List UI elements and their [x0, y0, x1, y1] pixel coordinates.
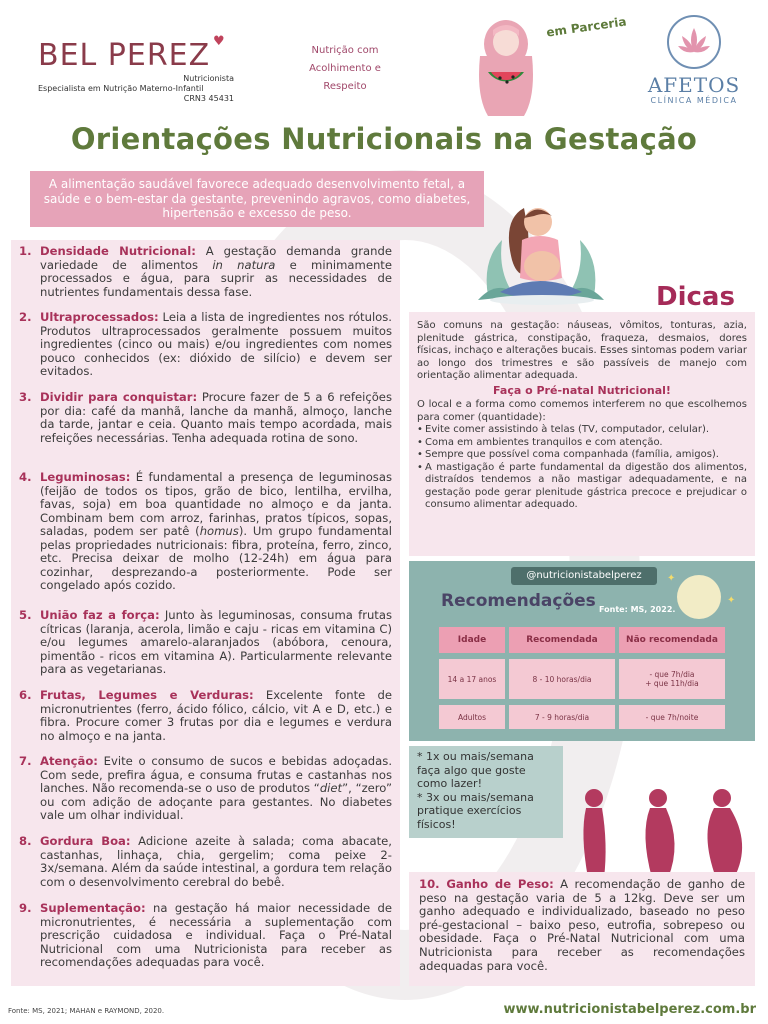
table-cell-line: + que 11h/dia — [645, 679, 699, 688]
item-heading: Atenção: — [40, 754, 98, 768]
guideline-item — [19, 311, 392, 379]
item-text: Adicione azeite à salada; coma abacate, castanhas, linhaça, chia, gergelim; coma peixe 2-3x/semana. Além da saúde intestinal, a gordura tem relação com o desenvolvimento cerebral do bebê. — [40, 834, 392, 889]
motto: Nutrição com Acolhimento e Respeito — [309, 45, 381, 92]
tips-paragraph: São comuns na gestação: náuseas, vômitos, tonturas, azia, plenitude gástrica, constipação, fraqueza, desmaios, dores físicas, inchaço e alterações bucais. Esses sintomas podem variar ao longo dos trimestres e são passíveis de manejo com orientação alimentar adequada. — [417, 320, 747, 381]
item-text: ). Um grupo fundamental pelas propriedades nutricionais: fibra, proteína, ferro, zinco, etc. Precisa deixar de molho (12-24h) em água para cozinhar, desprezando-a posteriormente. Pode ser congelado após cozido. — [40, 524, 392, 592]
table-cell: 8 - 10 horas/dia — [509, 659, 615, 699]
table-cell: - que 7h/noite — [619, 705, 725, 729]
list-item: • A mastigação é parte fundamental da digestão dos alimentos, distraídos tendemos a não mastigar adequadamente, e na gestação pode gerar plenitude gástrica precoce e prejudicar o consumo alimentar adequado. — [417, 462, 747, 512]
brand-subtitle — [38, 74, 234, 104]
item-heading: 10. Ganho de Peso: — [419, 877, 554, 891]
tips-paragraph: O local e a forma como comemos interferem no que escolhemos para comer (quantidade): — [417, 399, 747, 423]
footer-source: Fonte: MS, 2021; MAHAN e RAYMOND, 2020. — [8, 1007, 165, 1015]
intro-banner: A alimentação saudável favorece adequado desenvolvimento fetal, a saúde e o bem-estar da gestante, prevenindo agravos, como diabetes, hipertensão e excesso de peso. — [30, 171, 484, 227]
list-item: • Coma em ambientes tranquilos e com atenção. — [417, 437, 747, 450]
tips-list — [417, 424, 747, 512]
guideline-item — [19, 391, 392, 445]
guideline-item — [19, 609, 392, 677]
brand-logo — [38, 34, 234, 104]
recommendations-table — [439, 627, 725, 735]
social-handle: @nutricionistabelperez — [511, 567, 657, 585]
item-heading: Ultraprocessados: — [40, 310, 159, 324]
table-header-cell: Não recomendada — [619, 627, 725, 653]
item-text: Procure fazer de 5 a 6 refeições por dia: café da manhã, lanche da manhã, almoço, lanche da tarde, jantar e ceia. Quanto mais tempo acordada, mais refeições necessárias. Tenha adequada rotina de sono. — [40, 390, 392, 445]
item-text: Excelente fonte de micronutrientes (ferro, ácido fólico, cálcio, vit A e D, etc.) e fibra. Procure comer 3 frutas por dia e legumes e verdura no almoço e na janta. — [40, 688, 392, 743]
item-text: Junto às leguminosas, consuma frutas cítricas (laranja, acerola, limão e caju - ricas em vitamina C) e/ou legumes amarelo-alaranjados (abóbora, cenoura, pimentão - ricos em vitamina A). Particularmente relevante para as vegetarianas. — [40, 608, 392, 676]
page-title: Orientações Nutricionais na Gestação — [70, 122, 698, 156]
item-emphasis: homus — [199, 524, 239, 538]
brand-crn: CRN3 45431 — [183, 94, 234, 103]
afetos-lotus-logo — [666, 14, 722, 70]
pregnant-yoga-illustration — [478, 200, 604, 308]
brand-role: Nutricionista — [183, 74, 234, 83]
afetos-logo — [640, 14, 748, 105]
recommendations-title: Recomendações — [441, 591, 596, 611]
item-heading: Frutas, Legumes e Verduras: — [40, 688, 254, 702]
list-item: • Evite comer assistindo à telas (TV, computador, celular). — [417, 424, 747, 437]
pregnancy-silhouettes — [570, 784, 760, 878]
item-text: Evite o consumo de sucos e bebidas adoçadas. Com sede, prefira água, e consuma frutas e castanhas nos lanches. Não recomenda-se o uso de produtos “ — [40, 754, 392, 795]
note-line: * 1x ou mais/semana faça algo que goste como lazer! — [417, 750, 534, 790]
guideline-item — [19, 902, 392, 970]
moon-icon — [677, 575, 721, 619]
brand-specialty: Especialista em Nutrição Materno-Infantil — [38, 84, 204, 93]
table-header-cell: Idade — [439, 627, 505, 653]
item-emphasis: diet — [319, 781, 343, 795]
tips-panel — [409, 312, 755, 556]
guideline-item — [19, 245, 392, 299]
table-cell: 14 a 17 anos — [439, 659, 505, 699]
table-row — [439, 659, 725, 699]
item-number: 5. — [19, 608, 32, 622]
table-header-cell: Recomendada — [509, 627, 615, 653]
item-heading: Gordura Boa: — [40, 834, 131, 848]
star-icon: ✦ — [667, 573, 676, 584]
item-text: e minimamente processados e água, para suprir as necessidades de nutrientes fundamentais dessa fase. — [40, 257, 392, 299]
tips-heading: Dicas — [656, 282, 735, 312]
item-number: 6. — [19, 688, 32, 702]
website-link[interactable]: www.nutricionistabelperez.com.br — [503, 1002, 756, 1017]
guideline-item — [19, 689, 392, 743]
item-number: 9. — [19, 901, 32, 915]
exercise-note — [409, 746, 563, 838]
tips-cta: Faça o Pré-natal Nutricional! — [493, 383, 671, 397]
sleep-recommendations-card — [409, 561, 755, 741]
table-cell — [619, 659, 725, 699]
item-heading: Dividir para conquistar: — [40, 390, 198, 404]
item-number: 8. — [19, 834, 32, 848]
item-text: A recomendação de ganho de peso na gestação varia de 5 a 12kg. Deve ser um ganho adequado e individualizado, baseado no peso pré-gestacional – baixo peso, eutrofia, sobrepeso ou obesidade. Faça o Pré-Natal Nutricional com uma Nutricionista para receber as recomendações adequadas para você. — [419, 877, 745, 973]
brand-name: BEL PEREZ — [38, 38, 211, 73]
item-number: 4. — [19, 470, 32, 484]
pregnant-doll-illustration — [474, 16, 538, 120]
item-number: 3. — [19, 390, 32, 404]
guideline-item — [19, 471, 392, 593]
item-heading: Leguminosas: — [40, 470, 131, 484]
guideline-item — [19, 835, 392, 889]
partner-subtitle: CLÍNICA MÉDICA — [650, 96, 738, 105]
table-cell-line: - que 7h/dia — [649, 670, 695, 679]
partner-name: AFETOS — [647, 73, 741, 97]
table-cell: 7 - 9 horas/dia — [509, 705, 615, 729]
note-line: * 3x ou mais/semana pratique exercícios físicos! — [417, 790, 534, 831]
recommendations-source: Fonte: MS, 2022. — [599, 605, 676, 614]
item-heading: União faz a força: — [40, 608, 160, 622]
item-text: ”, “zero” ou com adição de adoçante para gestantes. No diabetes vale um olhar individual. — [40, 781, 392, 822]
item-text: Leia a lista de ingredientes nos rótulos. Produtos ultraprocessados geralmente possuem muitos ingredientes (cinco ou mais) e/ou ingredientes com nomes pouco conhecidos (ex: dióxido de silício) e devem ser evitados. — [40, 310, 392, 378]
item-text: A gestação demanda grande variedade de alimentos — [40, 244, 392, 272]
table-header-row — [439, 627, 725, 653]
guidelines-panel — [11, 240, 400, 986]
item-number: 7. — [19, 754, 32, 768]
heart-icon: ♥ — [213, 34, 225, 49]
item-number: 1. — [19, 244, 32, 258]
weight-gain-panel — [409, 872, 755, 986]
item-text: na gestação há maior necessidade de micronutrientes, é necessária a suplementação com prescrição cuidadosa e individual. Faça o Pré-Natal Nutricional com uma Nutricionista para receber as recomendações adequadas para você. — [40, 901, 392, 969]
item-emphasis: in natura — [212, 257, 276, 272]
item-heading: Suplementação: — [40, 901, 146, 915]
table-cell: Adultos — [439, 705, 505, 729]
list-item: • Sempre que possível coma companhada (família, amigos). — [417, 449, 747, 462]
star-icon: ✦ — [727, 595, 736, 606]
guideline-item — [19, 755, 392, 823]
table-row — [439, 705, 725, 729]
item-heading: Densidade Nutricional: — [40, 244, 196, 258]
item-number: 2. — [19, 310, 32, 324]
partnership-label: em Parceria — [545, 14, 628, 40]
item-text: É fundamental a presença de leguminosas (feijão de todos os tipos, grão de bico, lentilha, ervilha, favas, soja) em boa quantidade no almoço e da janta. Combinam bem com arroz, farinhas, pratos típicos, sopas, saladas, podem ser patê ( — [40, 470, 392, 538]
